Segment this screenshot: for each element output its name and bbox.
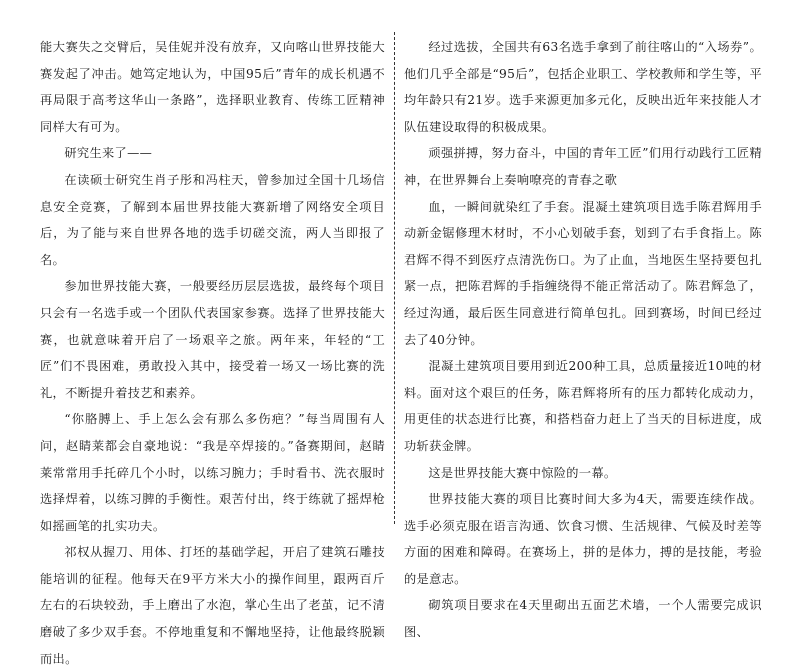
paragraph: 参加世界技能大赛，一般要经历层层选拔，最终每个项目只会有一名选手或一个团队代表国家参赛。选择了世界技能大赛，也就意味着开启了一场艰辛之旅。两年来，年轻的“工匠”们不畏困难，勇敢投入其中，接受着一场又一场比赛的洗礼，不断提升着技艺和素养。 <box>40 279 385 400</box>
right-text-column <box>404 34 762 646</box>
section-heading: 顽强拼搏，努力奋斗，中国的青年工匠”们用行动践行工匠精神，在世界舞台上奏响嘹亮的青春之歌 <box>404 146 762 187</box>
paragraph: 能大赛失之交臂后，吴佳妮并没有放弃，又向喀山世界技能大赛发起了冲击。她笃定地认为，中国95后”青年的成长机遇不再局限于高考这华山一条路”，选择职业教育、传练工匠精神同样大有可为。 <box>40 40 385 134</box>
paragraph: 世界技能大赛的项目比赛时间大多为4天，需要连续作战。选手必须克服在语言沟通、饮食习惯、生活规律、气候及时差等方面的困难和障碍。在赛场上，拼的是体力，搏的是技能，考验的是意志。 <box>404 492 762 586</box>
paragraph: “你胳膊上、手上怎么会有那么多伤疤？”每当周围有人问，赵睛莱都会自豪地说：“我是卒焊接的。”备赛期间，赵睛莱常常用手托碎几个小时，以练习腕力；手时看书、洗衣服时选择焊着，以练习脾的手衡性。艰苦付出，终于练就了摇焊枪如摇画笔的扎实功夫。 <box>40 412 385 533</box>
paragraph: 经过选拔，全国共有63名选手拿到了前往喀山的“入场券”。他们几乎全部是“95后”，包括企业职工、学校教师和学生等，平均年龄只有21岁。选手来源更加多元化，反映出近年来技能人才队伍建设取得的积极成果。 <box>404 40 762 134</box>
column-divider <box>394 32 395 524</box>
paragraph: 混凝土建筑项目要用到近200种工具，总质量接近10吨的材料。面对这个艰巨的任务，陈君辉将所有的压力都转化成动力，用更佳的状态进行比赛，和搭档奋力赶上了当天的目标进度，成功斩获金牌。 <box>404 359 762 453</box>
paragraph: 这是世界技能大赛中惊险的一幕。 <box>428 465 617 480</box>
paragraph: 祁权从握刀、用体、打坯的基础学起，开启了建筑石雕技能培训的征程。他每天在9平方米大小的操作间里，跟两百斤左右的石块较劲，手上磨出了水泡，掌心生出了老茧，记不清磨破了多少双手套。不停地重复和不懈地坚持，让他最终脱颖而出。 <box>40 545 385 666</box>
left-text-column <box>40 34 385 672</box>
paragraph: 砌筑项目要求在4天里砌出五面艺术墙，一个人需要完成识图、 <box>404 598 762 640</box>
paragraph-subheading: 研究生来了—— <box>64 146 153 161</box>
paragraph: 在读硕士研究生肖子彤和冯柱天，曾参加过全国十几场信息安全竞赛，了解到本届世界技能大赛新增了网络安全项目后，为了能与来自世界各地的选手切磋交流，两人当即报了名。 <box>40 172 385 267</box>
paragraph: 血，一瞬间就染红了手套。混凝土建筑项目选手陈君辉用手动新金锯修理木材时，不小心划破手套，划到了右手食指上。陈君辉不得不到医疗点清洗伤口。为了止血，当地医生坚持要包扎紧一点，把陈君辉的手指缠绕得不能正常活动了。陈君辉急了，经过沟通，最后医生同意进行简单包扎。回到赛场，时间已经过去了40分钟。 <box>404 199 762 347</box>
